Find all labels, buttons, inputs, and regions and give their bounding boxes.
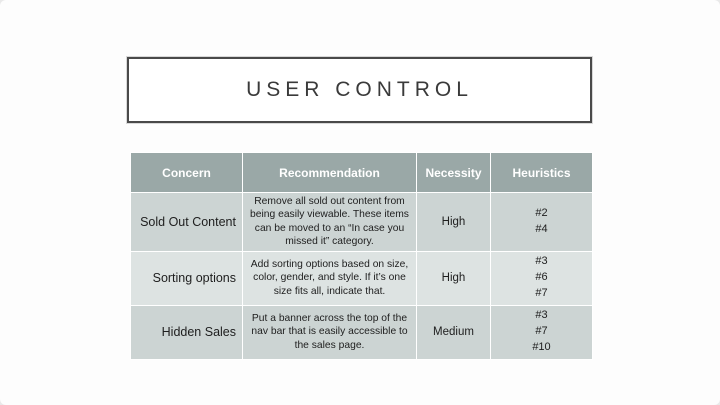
table-row-sorting-options (131, 251, 593, 305)
table-header-row (131, 153, 593, 193)
header-heuristics: Heuristics (491, 153, 593, 193)
concern-cell: Sorting options (131, 251, 243, 305)
title-box (127, 57, 592, 123)
recommendation-cell: Remove all sold out content from being easily viewable. These items can be moved to an “In case you missed it” category. (243, 193, 417, 252)
recommendation-cell: Add sorting options based on size, color, gender, and style. If it’s one size fits all, indicate that. (243, 251, 417, 305)
table-row-sold-out-content (131, 193, 593, 252)
header-necessity: Necessity (417, 153, 491, 193)
heuristics-cell: #2 #4 (491, 193, 593, 252)
concern-cell: Sold Out Content (131, 193, 243, 252)
heuristics-cell: #3 #7 #10 (491, 305, 593, 359)
necessity-cell: High (417, 193, 491, 252)
slide-title: USER CONTROL (246, 78, 473, 101)
necessity-cell: High (417, 251, 491, 305)
header-recommendation: Recommendation (243, 153, 417, 193)
recommendation-cell: Put a banner across the top of the nav bar that is easily accessible to the sales page. (243, 305, 417, 359)
heuristics-cell: #3 #6 #7 (491, 251, 593, 305)
necessity-cell: Medium (417, 305, 491, 359)
concern-cell: Hidden Sales (131, 305, 243, 359)
header-concern: Concern (131, 153, 243, 193)
user-control-table (130, 152, 593, 360)
table-row-hidden-sales (131, 305, 593, 359)
